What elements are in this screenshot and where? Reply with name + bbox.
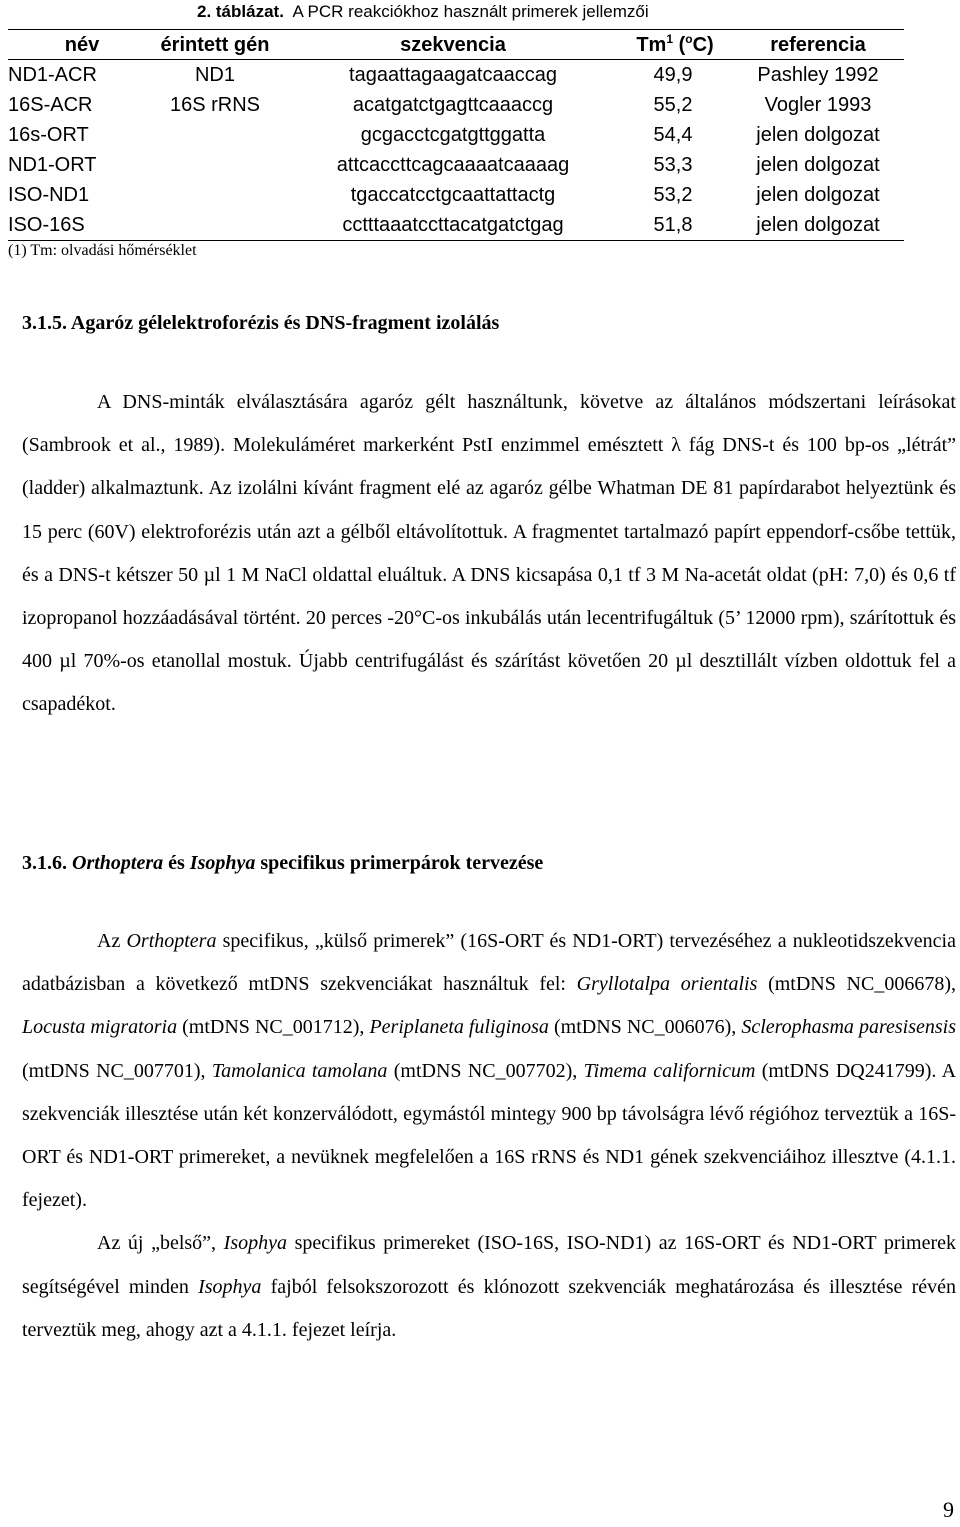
section-paragraph xyxy=(22,920,956,1352)
cell-szekvencia: attcaccttcagcaaaatcaaaag xyxy=(336,154,570,176)
cell-ref: jelen dolgozat xyxy=(756,154,880,176)
cell-tm: 51,8 xyxy=(653,214,693,236)
section-heading: 3.1.6. Orthoptera és Isophya specifikus primerpárok tervezése xyxy=(22,852,544,874)
paragraph-text: Az Orthoptera specifikus, „külső primerek” (16S-ORT és ND1-ORT) tervezéséhez a nukleotidszekvencia adatbázisban a következő mtDNS szekvenciákat használtuk fel: Gryllotalpa orientalis (mtDNS NC_006678), Locusta migratoria (mtDNS NC_001712), Periplaneta fuliginosa (mtDNS NC_006076), Sclerophasma paresisensis (mtDNS NC_007701), Tamolanica tamolana (mtDNS NC_007702), Timema californicum (mtDNS DQ241799). A szekvenciák illesztése után két konzerválódott, egymástól mintegy 900 bp távolságra lévő régióhoz terveztük a 16S-ORT és ND1-ORT primereket, a nevüknek megfelelően a 16S rRNS és ND1 gének szekvenciáihoz illesztve (4.1.1. fejezet). xyxy=(22,930,957,1212)
cell-tm: 55,2 xyxy=(653,94,693,116)
cell-tm: 53,2 xyxy=(653,184,693,206)
header-referencia: referencia xyxy=(770,34,866,56)
table-footnote: (1) Tm: olvadási hőmérséklet xyxy=(8,242,197,259)
paragraph-text: Az új „belső”, Isophya specifikus primereket (ISO-16S, ISO-ND1) az 16S-ORT és ND1-ORT primerek segítségével minden Isophya fajból felsokszorozott és klónozott szekvenciák meghatározása és illesztése révén terveztük meg, ahogy azt a 4.1.1. fejezet leírja. xyxy=(22,1232,956,1341)
header-nev: név xyxy=(64,34,100,56)
header-szekvencia: szekvencia xyxy=(400,34,506,56)
cell-nev: ISO-16S xyxy=(8,214,85,236)
cell-ref: Pashley 1992 xyxy=(757,64,879,86)
cell-szekvencia: tgaccatcctgcaattattactg xyxy=(350,184,556,206)
table-top-rule xyxy=(8,29,904,30)
cell-tm: 53,3 xyxy=(653,154,693,176)
table-caption xyxy=(197,2,649,22)
cell-tm: 54,4 xyxy=(653,124,693,146)
section-paragraph xyxy=(22,381,956,727)
cell-ref: jelen dolgozat xyxy=(756,184,880,206)
table-caption-number: 2. táblázat. xyxy=(197,2,284,21)
cell-nev: 16S-ACR xyxy=(8,94,93,116)
cell-szekvencia: acatgatctgagttcaaaccg xyxy=(352,94,554,116)
cell-szekvencia: cctttaaatccttacatgatctgag xyxy=(342,214,564,236)
cell-tm: 49,9 xyxy=(653,64,693,86)
cell-szekvencia: gcgacctcgatgttggatta xyxy=(360,124,546,146)
table-caption-text: A PCR reakciókhoz használt primerek jellemzői xyxy=(292,2,649,21)
cell-ref: jelen dolgozat xyxy=(756,124,880,146)
table-bottom-rule xyxy=(8,240,904,241)
cell-gen: ND1 xyxy=(194,64,236,86)
header-tm: Tm$^1$ ($^o$C) xyxy=(636,32,714,56)
cell-nev: ND1-ACR xyxy=(8,64,97,86)
cell-ref: jelen dolgozat xyxy=(756,214,880,236)
paragraph-text: A DNS-minták elválasztására agaróz gélt használtunk, követve az általános módszertani leírásokat (Sambrook et al., 1989). Molekuláméret markerként PstI enzimmel emésztett λ fág DNS-t és 100 bp-os „létrát” (ladder) alkalmaztunk. Az izolálni kívánt fragment elé az agaróz gélbe Whatman DE 81 papírdarabot helyeztünk és 15 perc (60V) elektroforézis után azt a gélből eltávolítottuk. A fragmentet tartalmazó papírt eppendorf-csőbe tettük, és a DNS-t kétszer 50 µl 1 M NaCl oldattal eluáltuk. A DNS kicsapása 0,1 tf 3 M Na-acetát oldat (pH: 7,0) és 0,6 tf izopropanol hozzáadásával történt. 20 perces -20°C-os inkubálás után lecentrifugáltuk (5’ 12000 rpm), szárítottuk és 400 µl 70%-os etanollal mostuk. Újabb centrifugálást és szárítást követően 20 µl desztillált vízben oldottuk fel a csapadékot. xyxy=(22,391,956,716)
cell-nev: 16s-ORT xyxy=(8,124,89,146)
cell-nev: ND1-ORT xyxy=(8,154,97,176)
cell-szekvencia: tagaattagaagatcaaccag xyxy=(349,64,557,86)
section-heading: 3.1.5. Agaróz gélelektroforézis és DNS-fragment izolálás xyxy=(22,312,500,334)
cell-nev: ISO-ND1 xyxy=(8,184,90,206)
cell-gen: 16S rRNS xyxy=(169,94,261,116)
header-gen: érintett gén xyxy=(160,34,270,56)
table-header-rule xyxy=(8,59,904,60)
cell-ref: Vogler 1993 xyxy=(764,94,872,116)
page-number: 9 xyxy=(943,1497,954,1522)
